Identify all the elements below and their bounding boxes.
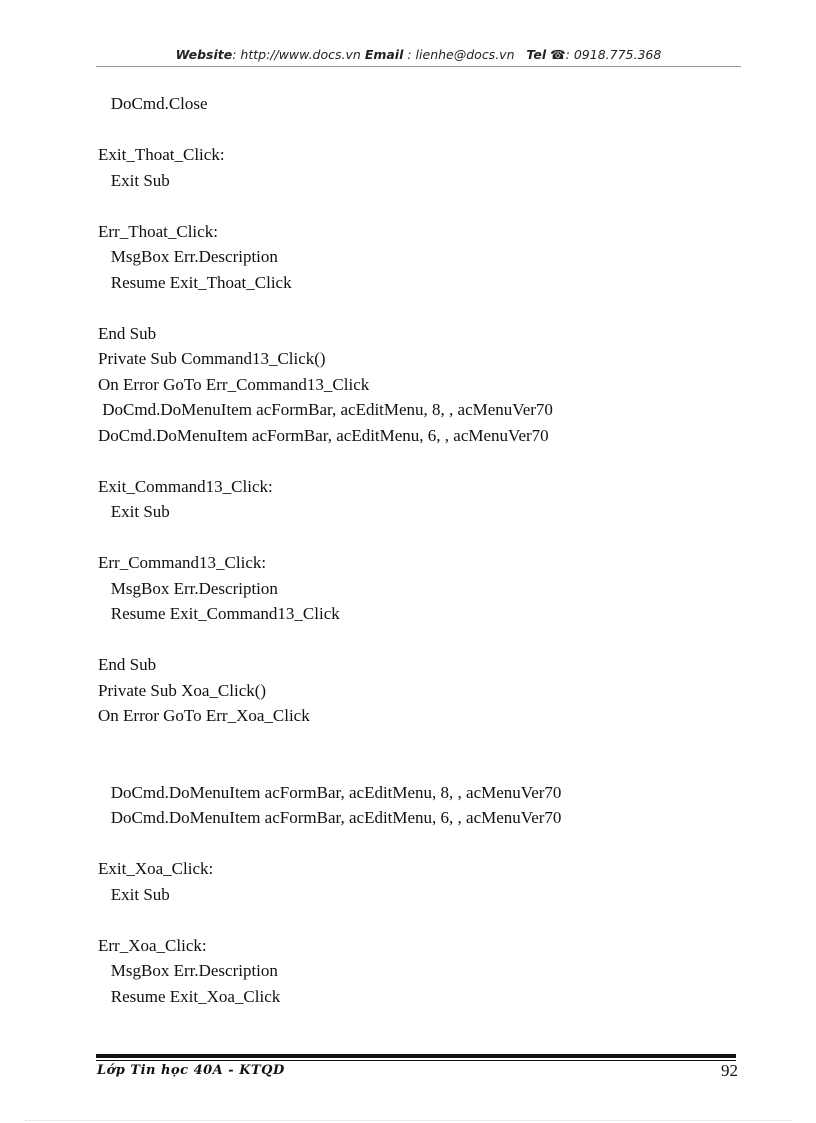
code-line <box>98 117 738 143</box>
header-rule <box>96 66 741 67</box>
code-line <box>98 627 738 653</box>
code-line: On Error GoTo Err_Command13_Click <box>98 374 370 394</box>
code-line: MsgBox Err.Description <box>98 578 278 598</box>
code-line: DoCmd.DoMenuItem acFormBar, acEditMenu, 8, , acMenuVer70 <box>98 400 553 419</box>
code-line: DoCmd.DoMenuItem acFormBar, acEditMenu, 6, , acMenuVer70 <box>98 425 549 445</box>
code-line: Resume Exit_Thoat_Click <box>98 272 292 292</box>
code-line <box>98 831 738 857</box>
code-line: DoCmd.DoMenuItem acFormBar, acEditMenu, 8, , acMenuVer70 <box>98 782 562 802</box>
code-line: MsgBox Err.Description <box>98 247 278 266</box>
code-line: Err_Xoa_Click: <box>98 935 207 955</box>
code-line: DoCmd.DoMenuItem acFormBar, acEditMenu, 6, , acMenuVer70 <box>98 808 562 827</box>
code-line <box>98 754 738 780</box>
code-line: Err_Thoat_Click: <box>98 221 218 241</box>
email-label: Email <box>364 47 404 62</box>
page-number: 92 <box>721 1061 738 1080</box>
tel-value: : 0918.775.368 <box>565 47 662 62</box>
code-line: MsgBox Err.Description <box>98 961 278 980</box>
code-line: Exit Sub <box>98 502 170 521</box>
code-line: Resume Exit_Xoa_Click <box>98 986 281 1006</box>
website-label: Website <box>175 47 233 62</box>
page-header <box>96 47 741 62</box>
code-line: End Sub <box>98 323 157 343</box>
code-line: Err_Command13_Click: <box>98 553 267 572</box>
code-line: Private Sub Command13_Click() <box>98 349 326 368</box>
code-line <box>98 907 738 933</box>
code-line: DoCmd.Close <box>98 94 208 113</box>
code-listing <box>98 91 738 1009</box>
website-value: : http://www.docs.vn <box>232 47 361 62</box>
footer-class-label: Lớp Tin học 40A - KTQD <box>97 1063 285 1078</box>
email-value: : lienhe@docs.vn <box>407 47 515 62</box>
code-line: Exit Sub <box>98 170 170 190</box>
code-line: Exit_Thoat_Click: <box>98 145 225 164</box>
page-edge-dots <box>25 1120 791 1121</box>
code-line: Exit_Command13_Click: <box>98 476 273 496</box>
telephone-icon: ☎ <box>550 47 566 62</box>
footer-rule-thin <box>96 1060 736 1061</box>
footer-rule-thick <box>96 1054 736 1058</box>
tel-label: Tel <box>526 47 547 62</box>
code-line: Resume Exit_Command13_Click <box>98 604 340 623</box>
code-line: Exit Sub <box>98 884 170 904</box>
code-line: Exit_Xoa_Click: <box>98 859 214 878</box>
code-line <box>98 525 738 551</box>
code-line <box>98 448 738 474</box>
code-line <box>98 295 738 321</box>
code-line <box>98 193 738 219</box>
code-line: Private Sub Xoa_Click() <box>98 680 267 700</box>
code-line: End Sub <box>98 655 157 674</box>
code-line: On Error GoTo Err_Xoa_Click <box>98 706 310 725</box>
code-line <box>98 729 738 755</box>
